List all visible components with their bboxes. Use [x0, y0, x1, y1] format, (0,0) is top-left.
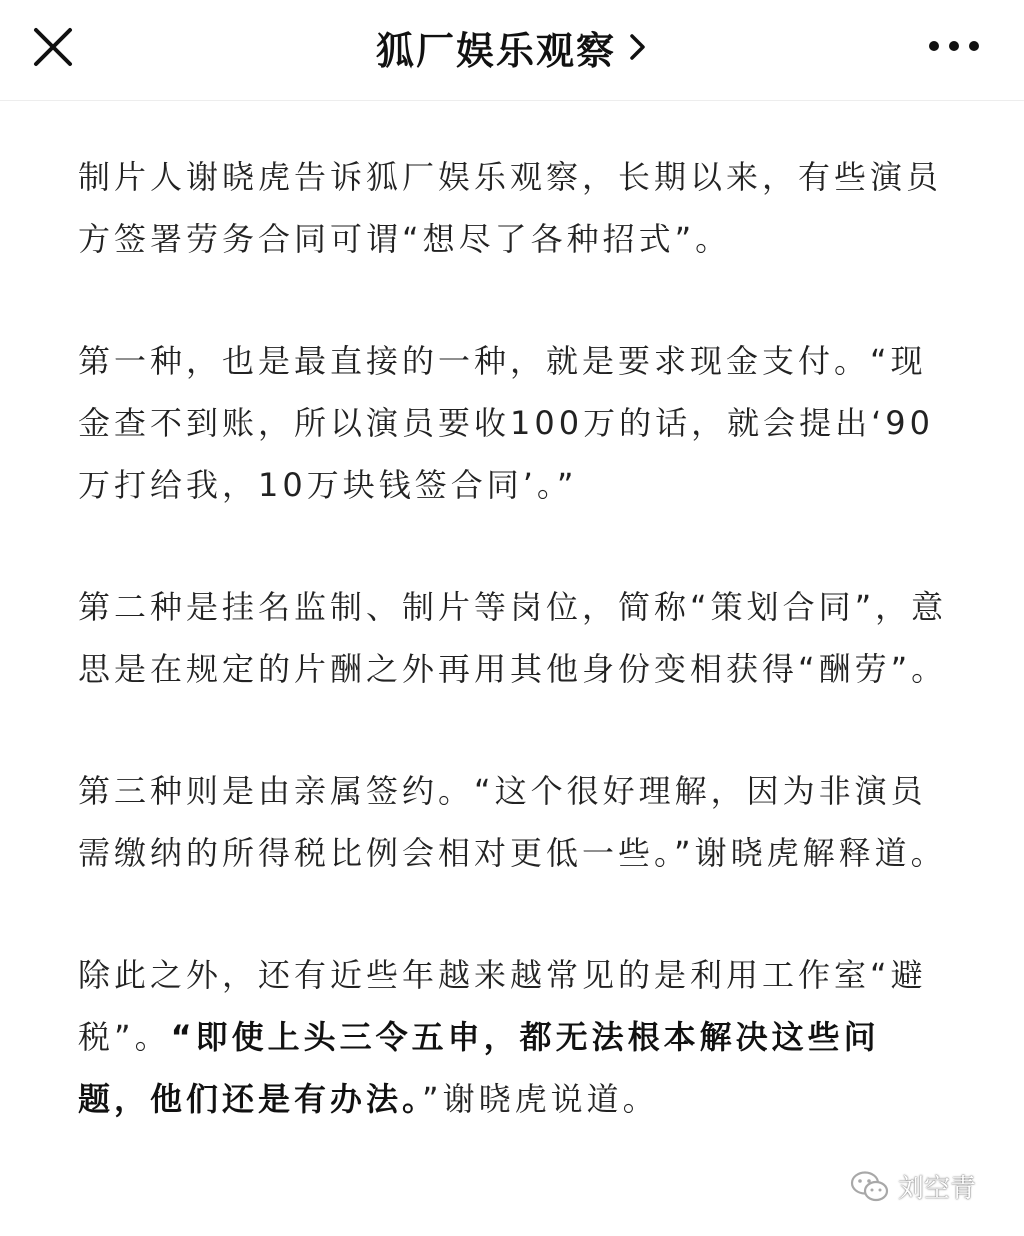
page-title: 狐厂娱乐观察 — [375, 28, 616, 73]
paragraph-5-bold-quote: “即使上头三令五申，都无法根本解决这些问题，他们还是有办法。 — [78, 1018, 880, 1118]
paragraph-4: 第三种则是由亲属签约。“这个很好理解，因为非演员需缴纳的所得税比例会相对更低一些。”谢晓虎解释道。 — [78, 772, 947, 872]
paragraph-5 — [78, 944, 948, 1130]
watermark — [850, 1168, 976, 1205]
paragraph-3: 第二种是挂名监制、制片等岗位，简称“策划合同”，意思是在规定的片酬之外再用其他身份变相获得“酬劳”。 — [78, 588, 948, 688]
paragraph-2: 第一种，也是最直接的一种，就是要求现金支付。“现金查不到账，所以演员要收100万的话，就会提出‘90万打给我，10万块钱签合同’。” — [78, 342, 934, 504]
watermark-text: 刘空青 — [898, 1174, 977, 1204]
article-body — [78, 146, 948, 1190]
paragraph-5-start: 除此之外，还有近些年越来越常见的是利用工作室“避税”。 — [78, 956, 927, 1056]
paragraph-1: 制片人谢晓虎告诉狐厂娱乐观察，长期以来，有些演员方签署劳务合同可谓“想尽了各种招式”。 — [78, 158, 943, 258]
top-nav-bar — [0, 0, 1024, 101]
close-icon — [26, 20, 80, 74]
close-button[interactable] — [26, 20, 80, 74]
wechat-icon — [850, 1170, 890, 1204]
chevron-right-icon — [628, 30, 648, 64]
more-dots-icon — [922, 26, 986, 66]
paragraph-5-end: ”谢晓虎说道。 — [422, 1080, 659, 1118]
account-title-link[interactable] — [376, 20, 648, 75]
more-options-button[interactable] — [922, 26, 986, 66]
